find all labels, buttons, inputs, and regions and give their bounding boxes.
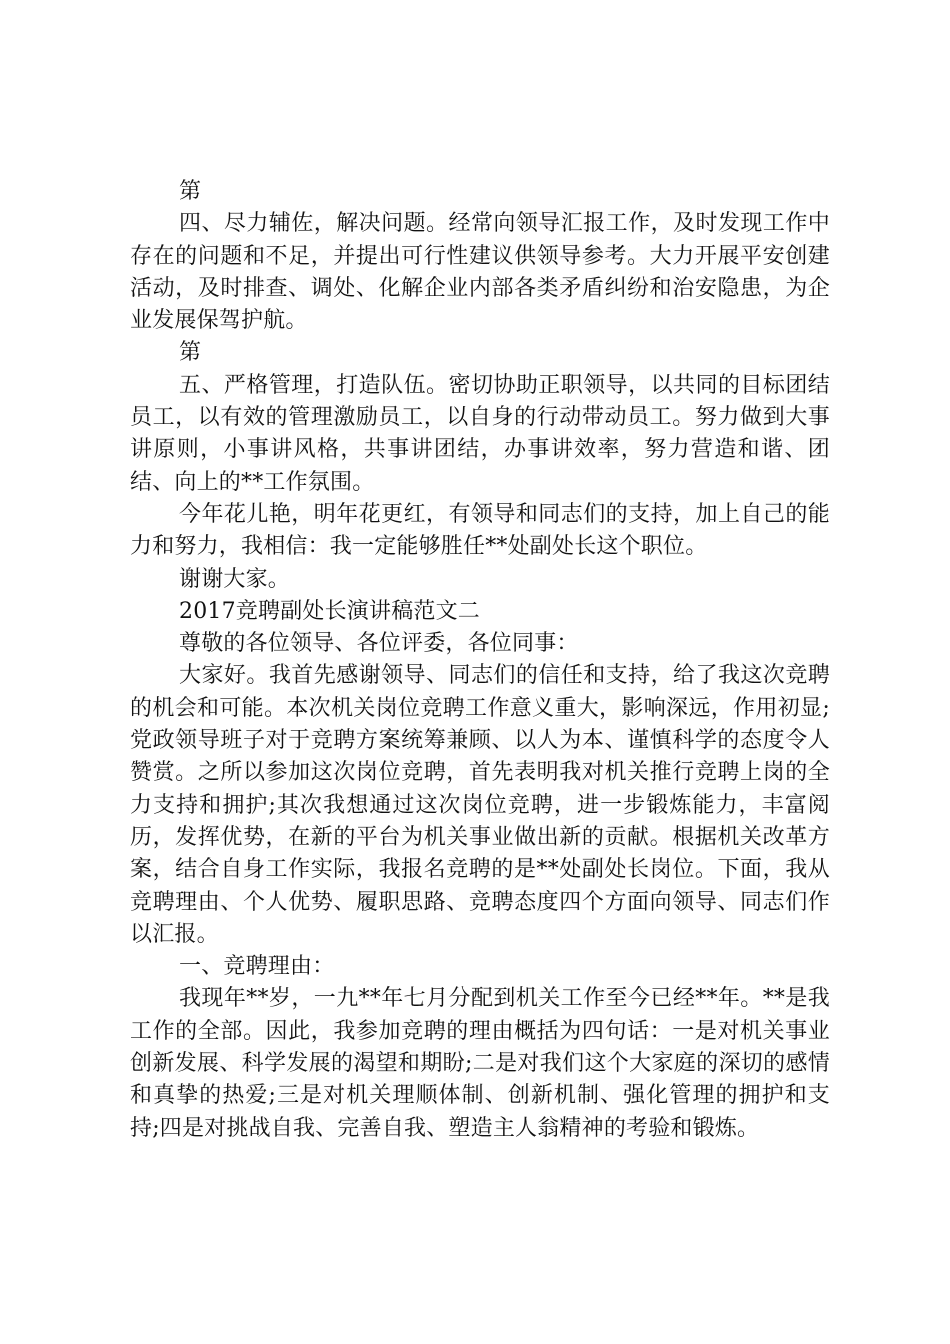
subheading-reasons: 一、竞聘理由： (179, 954, 335, 980)
paragraph-closing: 今年花儿艳，明年花更红，有领导和同志们的支持，加上自己的能力和努力，我相信：我一定能够胜任**处副处长这个职位。 (130, 501, 830, 560)
paragraph-reasons: 我现年**岁，一九**年七月分配到机关工作至今已经**年。**是我工作的全部。因此，我参加竞聘的理由概括为四句话：一是对机关事业创新发展、科学发展的渴望和期盼;二是对我们这个大家庭的深切的感情和真挚的热爱;三是对机关理顺体制、创新机制、强化管理的拥护和支持;四是对挑战自我、完善自我、塑造主人翁精神的考验和锻炼。 (130, 986, 830, 1141)
paragraph-section-four: 四、尽力辅佐，解决问题。经常向领导汇报工作，及时发现工作中存在的问题和不足，并提出可行性建议供领导参考。大力开展平安创建活动，及时排查、调处、化解企业内部各类矛盾纠纷和治安隐患，为企业发展保驾护航。 (130, 211, 830, 334)
document-body (130, 176, 830, 1145)
paragraph-thanks: 谢谢大家。 (179, 566, 291, 592)
paragraph-intro: 大家好。我首先感谢领导、同志们的信任和支持，给了我这次竞聘的机会和可能。本次机关岗位竞聘工作意义重大，影响深远，作用初显;党政领导班子对于竞聘方案统筹兼顾、以人为本、谨慎科学的态度令人赞赏。之所以参加这次岗位竞聘，首先表明我对机关推行竞聘上岗的全力支持和拥护;其次我想通过这次岗位竞聘，进一步锻炼能力，丰富阅历，发挥优势，在新的平台为机关事业做出新的贡献。根据机关改革方案，结合自身工作实际，我报名竞聘的是**处副处长岗位。下面，我从竞聘理由、个人优势、履职思路、竞聘态度四个方面向领导、同志们作以汇报。 (130, 663, 830, 947)
paragraph-di-2: 第 (179, 340, 202, 366)
section-title: 2017竞聘副处长演讲稿范文二 (179, 598, 480, 624)
paragraph-salutation: 尊敬的各位领导、各位评委，各位同事： (179, 631, 579, 657)
paragraph-di-1: 第 (179, 179, 202, 204)
paragraph-section-five: 五、严格管理，打造队伍。密切协助正职领导，以共同的目标团结员工，以有效的管理激励员工，以自身的行动带动员工。努力做到大事讲原则，小事讲风格，共事讲团结，办事讲效率，努力营造和谐、团结、向上的**工作氛围。 (130, 372, 830, 495)
